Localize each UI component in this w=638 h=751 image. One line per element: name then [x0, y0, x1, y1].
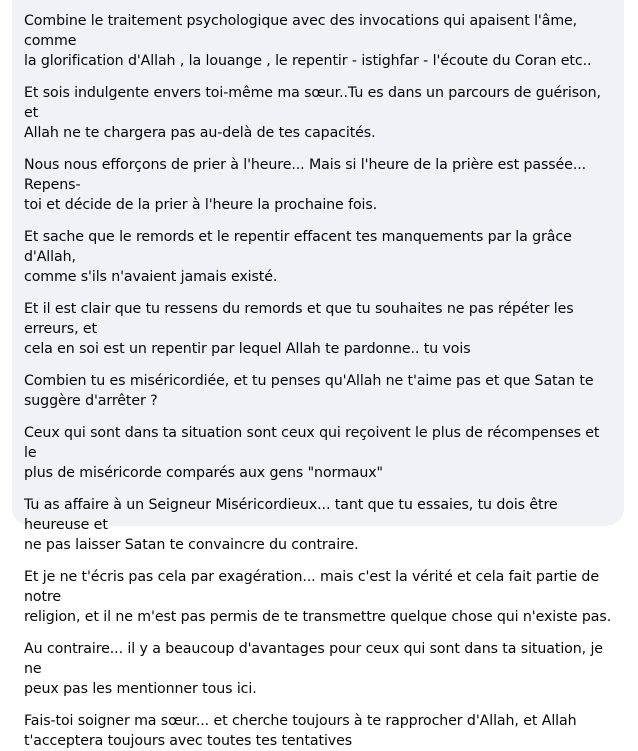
comment-paragraph: Tu as affaire à un Seigneur Miséricordieux... tant que tu essaies, tu dois être heureuse et ne pas laisser Satan te convaincre du contraire. [24, 497, 558, 553]
comment-paragraph: Ceux qui sont dans ta situation sont ceux qui reçoivent le plus de récompenses et le plus de miséricorde comparés aux gens "normaux" [24, 425, 600, 481]
comment-paragraph: Et sois indulgente envers toi-même ma sœur..Tu es dans un parcours de guérison, et Allah ne te chargera pas au-delà de tes capacités. [24, 85, 601, 141]
comment-paragraph: Combien tu es miséricordiée, et tu penses qu'Allah ne t'aime pas et que Satan te suggère d'arrêter ? [24, 373, 594, 409]
comment-paragraph: Au contraire... il y a beaucoup d'avantages pour ceux qui sont dans ta situation, je ne peux pas les mentionner tous ici. [24, 641, 603, 697]
comment-paragraph: Combine le traitement psychologique avec des invocations qui apaisent l'âme, comme la glorification d'Allah , la louange , le repentir - istighfar - l'écoute du Coran etc.. [24, 13, 592, 69]
comment-paragraph: Et je ne t'écris pas cela par exagération... mais c'est la vérité et cela fait partie de notre religion, et il ne m'est pas permis de te transmettre quelque chose qui n'existe pas. [24, 569, 612, 625]
comment-paragraph: Fais-toi soigner ma sœur... et cherche toujours à te rapprocher d'Allah, et Allah t'acceptera toujours avec toutes tes tentatives [24, 713, 577, 749]
comment-paragraph: Et sache que le remords et le repentir effacent tes manquements par la grâce d'Allah, comme s'ils n'avaient jamais existé. [24, 229, 572, 285]
comment-paragraph: Et il est clair que tu ressens du remords et que tu souhaites ne pas répéter les erreurs, et cela en soi est un repentir par lequel Allah te pardonne.. tu vois [24, 301, 574, 357]
comment-bubble [12, 0, 624, 749]
comment-paragraph: Nous nous efforçons de prier à l'heure... Mais si l'heure de la prière est passée... Repens- toi et décide de la prier à l'heure la prochaine fois. [24, 157, 587, 213]
